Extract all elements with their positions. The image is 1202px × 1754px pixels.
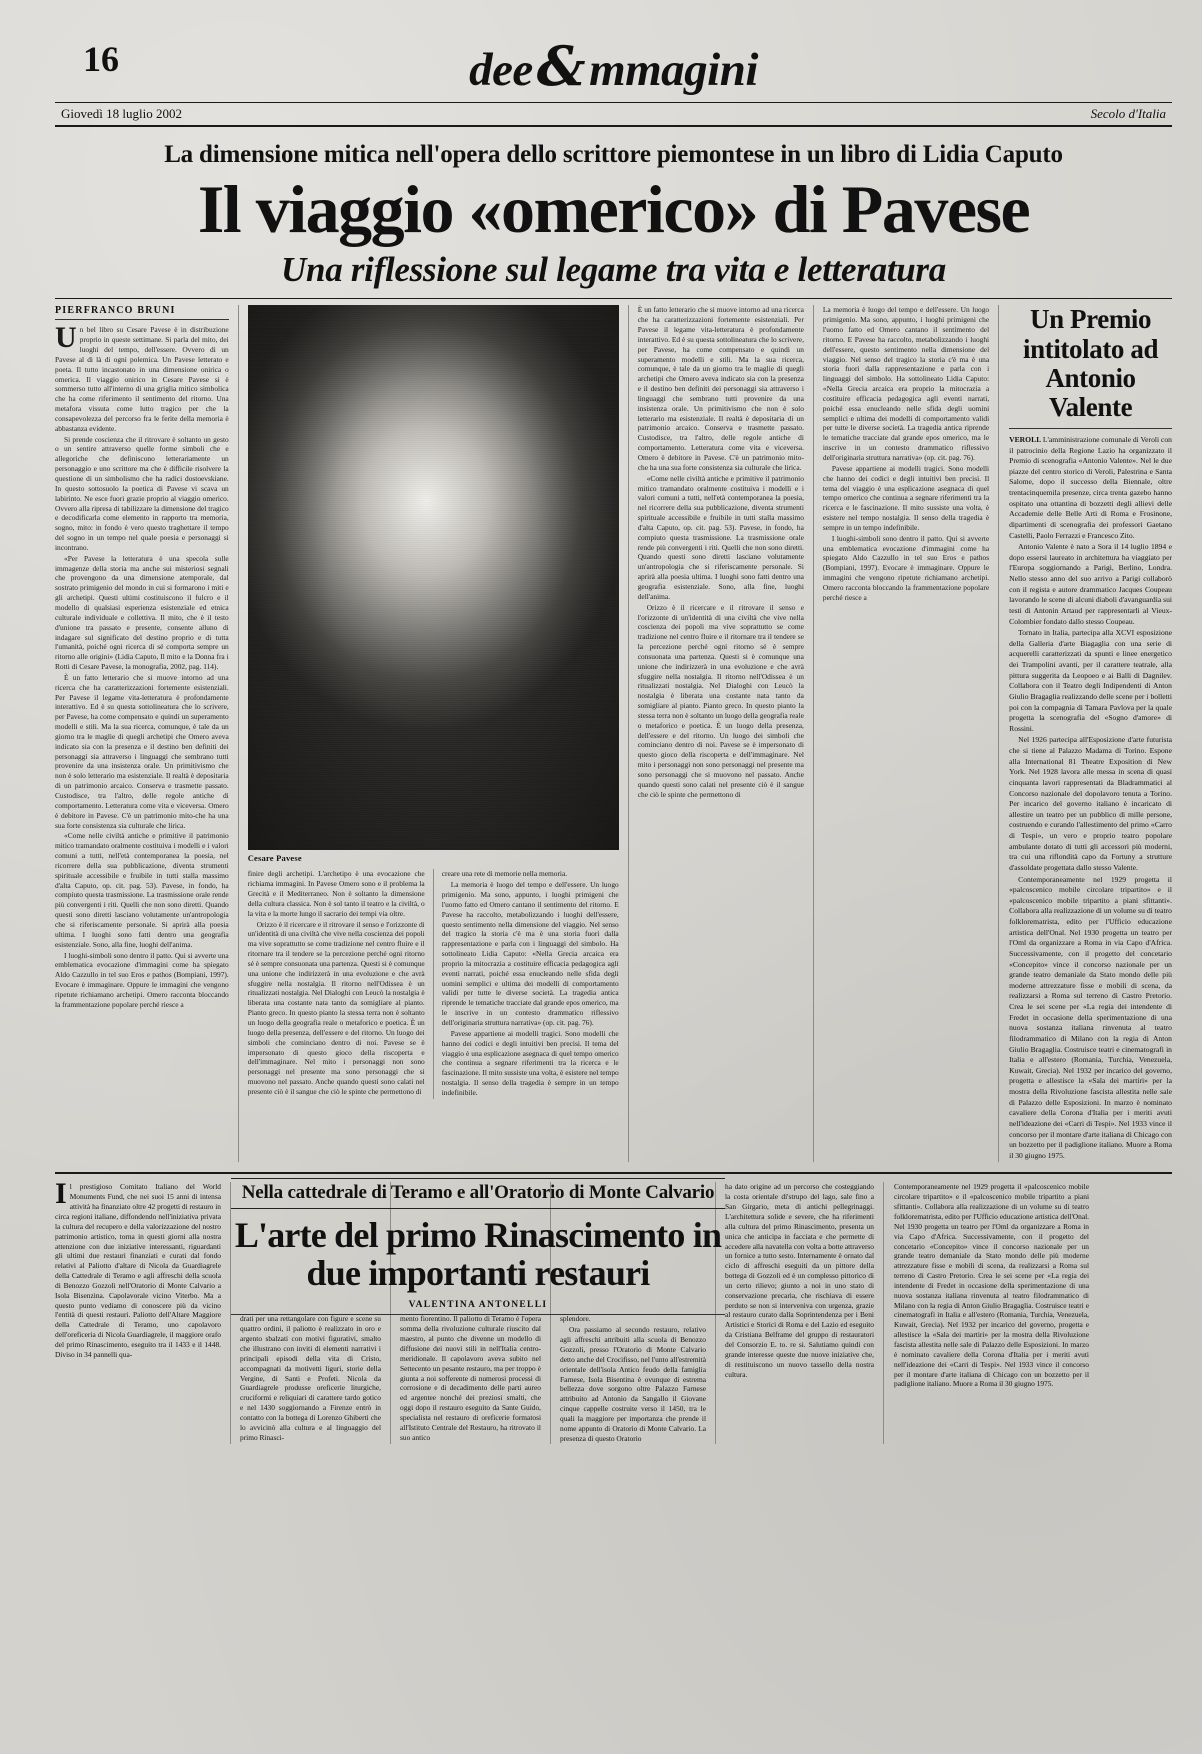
pavese-portrait-photo (248, 305, 619, 850)
section-title (55, 34, 1172, 98)
secondary-kicker: Nella cattedrale di Teramo e all'Oratorio di Monte Calvario (231, 1178, 725, 1209)
section-title-right: mmagini (589, 44, 758, 96)
article-column-2 (248, 869, 434, 1098)
secondary-headline-block (231, 1178, 725, 1315)
section-title-left: dee (469, 44, 533, 96)
article-column-1 (55, 305, 239, 1162)
paragraph: finire degli archetipi. L'archetipo è una evocazione che richiama immagini. In Pavese Omero sono e il problema la Grecità e il Mediterraneo. Non è soltanto la dimensione della cultura classica. Non è sol tanto il teatro e la civiltà, o la vita e la morte lungo il sacrario dei tempi via oltre. (247, 869, 425, 918)
headline-title: Il viaggio «omerico» di Pavese (197, 171, 1030, 247)
page-number: 16 (83, 39, 119, 79)
secondary-article (55, 1172, 1172, 1444)
sidebar-paragraph: Nel 1926 partecipa all'Esposizione d'arte futurista che si tiene al Palazzo Madama di Torino. Espone alla International 81 Theatre Exposition di New York. Nel 1928 lavora alle messa in scena di quasi cinquanta lavori rappresentati da Bladrammatici al Concorso nazionale del dopolavoro tenuta a Torino. Per incarico del governo italiano è incaricato di allestire un teatro per un pubblico di mille persone, costruendo e curando l'allestimento del primo «Carro di Tespi», un vero e proprio teatro popolare ambulante dotato di tutti gli accessori più moderni, tra cui una riflondità capo da Fortuny a strutture d'assoldate progettata dallo stesso Valente. (1009, 735, 1172, 872)
photo-vignette-overlay (248, 305, 619, 850)
paragraph: drati per una rettangolare con figure e scene su quattro ordini, il paliotto è realizzato in oro e argento sbalzati con motivi figurativi, smalto che illustrano con inviti di elementi narrativi i principali episodi della vita di Cristo, accompagnati da motivetti liguri, storie della Vergine, di Santi e Profeti. Nicola da Guardiagrele produsse oreficerie liturgiche, cruciformi e reliquiari di carattere tardo gotico e nel 1430 soggiornando a Firenze entrò in contatto con la bottega di Lorenzo Ghiberti che lo avvicinò alla cultura e al linguaggio del primo Rinasci- (240, 1314, 381, 1442)
headline-kicker: La dimensione mitica nell'opera dello scrittore piemontese in un libro di Lidia Caputo (164, 141, 1063, 168)
sidebar-paragraph: Contemporaneamente nel 1929 progetta il «palcoscenico mobile circolare tripartito» e il «palcoscenico mobile tripartito a piani sfittanti». Collabora alla realizzazione di un volume su di teatro folklorematrista, edito per l'Ufficio educazione artistica dell'Onal. Nel 1930 progetta un teatro per l'Oml da organizzare a Roma in via Capo d'Africa. Successivamente, con il progetto del concetario «Concepito» vince il concorso nazionale per un grande teatro demaniale da Stato mondo delle più moderne attrezzature fisse e mobili di scena, da realizzarsi a Roma sul terreno di Castro Pretorio. Crea le sei scene per «La regia dei intendente di Fredet in occasione della sperimentazione di una nuova sostanza italiana rinvenuta al teatro filodrammatico di Milano con la regia di Anton Giulio Bragaglia. Costruisce teatri e cinematografi in Italia e all'estero (Romania, Turchia, Venezuela, Kuwait, Grecia). Nel 1932 per incarico del governo, progetta e allestisce la «Sala dei martiri» per la mostra della Rivoluzione fascista allestita nelle sale di Palazzo delle Esposizioni. In marzo è nominato cavaliere della Corona d'Italia per i meriti avuti nell'ideazione dei «Carri di Tespi». Nel 1933 vince il concorso per il montare d'arte italiana di Chicago con un bozzetto per il padiglione italiano. Muore a Roma il 30 giugno 1975. (1009, 874, 1172, 1160)
headline-rule (55, 298, 1172, 299)
sidebar-premio (999, 305, 1172, 1162)
paragraph: Il prestigioso Comitato Italiano del World Monuments Fund, che nei suoi 15 anni di intensa attività ha finanziato oltre 42 progetti di restauro in circa regioni italiane, diffondendo nell'iniziativa privata la cultura del recupero e della valorizzazione del nostro patrimonio artistico, torna in questi giorni alla nostra attenzione con due iniziative interessanti, riguardanti gli ultimi due restauri finanziati e curati dal fondo relativi al Paliotto d'altare di Nicola da Guardiagrele della Cattedrale di Teramo e agli affreschi della scuola di Benozzo Gozzoli nell'Oratorio di Monte Calvario a Isola Bisenzina. Capolavorale vicino Viterbo. Ma a questo punto vediamo di conoscere più da vicino l'entità di questi restauri. Paliotto dell'Altare Maggiore della Cattedrale di Teramo, uno capolavoro dell'oreficeria di Nicola Guardiagrele, il maggiore orafo del primo Rinascimento, eseguito tra il 1433 e il 1448. Diviso in 34 pannelli qua- (55, 1177, 221, 1359)
ampersand-glyph: & (536, 34, 586, 98)
article-photo-block (239, 305, 629, 1162)
article-body (55, 305, 1172, 1162)
publication-name: Secolo d'Italia (1090, 106, 1166, 121)
paragraph: È un fatto letterario che si muove intorno ad una ricerca che ha caratterizzazioni fortemente esistenziali. Per Pavese il legame vita-letteratura è profondamente interattivo. Ed è su questa sottolineatura che lo scrivere, per Pavese, ha come compensato e quindi un superamento modelli e stili. Ma la sua ricerca, comunque, è tale da un giorno tra le maglie di quegli archetipi che Omero aveva indicato sia con la presenza e il destino ben definiti dei personaggi sia attraverso i linguaggi che sembrano tutti provenire da una insistenza orale. Un primitivismo che non è solo letterario ma esistenziale. Il realtà è depositaria di un patrimonio arcaico. Conserva e trasmette passato. Custodisce, tra l'altro, delle regole antiche di comportamento. Letteratura come vita e viceversa. Omero è debitore in Pavese. C'è un patrimonio mito-che ha una sua forte consistenza sia culturale che lirica. (637, 305, 804, 472)
sidebar-paragraph-text: L'amministrazione comunale di Veroli con il patrocinio della Regione Lazio ha organizzato il Premio di scenografia «Antonio Valente». Nel le due piazze del centro storico di Veroli, Palestrina e Santa Salome, dopo il successo della Biennale, oltre trentacinquemila presenze, circa trenta gazebo hanno ospitato una ottantina di bozzetti degli allievi delle Accademie delle Belle Arti di Roma e Frosinone, dipartimenti di scenografia dei professori Gaetano Castelli, Paolo Ferrazzi e Francesco Zito. (1009, 434, 1172, 540)
paragraph: mento fiorentino. Il paliotto di Teramo è l'opera somma della rivoluzione culturale riuscito dal maestro, al punto che divenne un modello di diffusione dei nuovi stili in nell'Italia centro-meridionale. Il capolavoro aveva subito nel Settecento un pesante restauro, ma per troppo è giunta a noi sofferente di numerosi processi di corrosione e di decadimento delle parti aureo ed argentee nonché dei preziosi smalti, che oggi dopo il restauro eseguito da Sante Guido, specialista nel restauro di oreficerie formatosi all'Istituto Centrale del Restauro, ha ritrovato il suo antico (400, 1314, 541, 1442)
paragraph: «Come nelle civiltà antiche e primitive il patrimonio mitico tramandato oralmente costituiva i modelli e i valori comuni a tutti, nell'età contemporanea la poesia, nel ricorrere della sua pubblicazione, diventa strumenti spirituale accessibile e fruibile in tutti stalla massimo d'alta Caputo, op. cit. pag. 53). Pavese, in fondo, ha compiuto questa trasmissione. La trasmissione orale rende più convergenti i riti. Quelli che non sono diretti. Quando questi sono diretti lasciano volutamente un'antropologia che si riferiscamente personale. Si aprirà alla poesia ultima. I luoghi sono fatti dentro una geografia esistenziale. Sono, alla fine, luoghi dell'anima. (637, 473, 804, 601)
sidebar-dateline: VEROLI. (1009, 434, 1041, 444)
article-column-4 (629, 305, 814, 1162)
publication-date: Giovedì 18 luglio 2002 (61, 106, 182, 121)
secondary-column-5 (716, 1182, 884, 1444)
masthead (55, 18, 1172, 100)
paragraph: È un fatto letterario che si muove intorno ad una ricerca che ha caratterizzazioni fortemente esistenziali. Per Pavese il legame vita-letteratura è profondamente interattivo. Ed è su questa sottolineatura che lo scrivere, per Pavese, ha come compensato e quindi un superamento modelli e stili. Ma la sua ricerca, comunque, è tale da un giorno tra le maglie di quegli archetipi che Omero aveva indicato sia con la presenza e il destino ben definiti dei personaggi sia attraverso i linguaggi che sembrano tutti provenire da una insistenza orale. Un primitivismo che non è solo letterario ma esistenziale. Il realtà è depositaria di un patrimonio arcaico. Conserva e trasmette passato. Custodisce, tra l'altro, delle regole antiche di comportamento. Letteratura come vita e viceversa. Omero è debitore in Pavese. C'è un patrimonio mito-che ha una sua forte consistenza sia culturale che lirica. (55, 672, 229, 830)
headline-subhead: Una riflessione sul legame tra vita e letteratura (281, 250, 946, 290)
paragraph: «Come nelle civiltà antiche e primitive il patrimonio mitico tramandato oralmente costituiva i modelli e i valori comuni a tutti, nell'età contemporanea la poesia, nel ricorrere della sua pubblicazione, diventa strumenti spirituale accessibile e fruibile in tutti stalla massimo d'alta Caputo, op. cit. pag. 53). Pavese, in fondo, ha compiuto questa trasmissione. La trasmissione orale rende più convergenti i riti. Quelli che non sono diretti. Quando questi sono diretti lasciano volutamente un'antropologia che si riferiscamente personale. Si aprirà alla poesia ultima. I luoghi sono fatti dentro una geografia esistenziale. Sono, alla fine, luoghi dell'anima. (55, 831, 229, 949)
sidebar-paragraph (1009, 435, 1172, 541)
paragraph: Pavese appartiene ai modelli tragici. Sono modelli che hanno dei codici e degli intuitivi ben precisi. Il tema del viaggio è una esplicazione asegnaca di quel tempo omerico che continua a segnare riferimenti tra la ricerca e le fascinazione. Il mito sussiste una volta, è esistere nel tempo nostalgia. Il senso della tragedia è sempre in un tempo indefinibile. (441, 1028, 619, 1097)
paragraph: Pavese appartiene ai modelli tragici. Sono modelli che hanno dei codici e degli intuitivi ben precisi. Il tema del viaggio è una esplicazione asegnaca di quel tempo omerico che continua a segnare riferimenti tra la ricerca e le fascinazione. Il mito sussiste una volta, è esistere nel tempo nostalgia. Il senso della tragedia è sempre in un tempo indefinibile. (822, 463, 990, 532)
paragraph: La memoria è luogo del tempo e dell'essere. Un luogo primigenio. Ma sono, appunto, i luoghi primigeni che l'uomo fatto ed Omero cantano il sentimento del ritorno. E Pavese ha raccolto, metabolizzando i luoghi dell'essere, questo sentimento nella dimensione del viaggio. Nel senso del tragico la storia c'è ma è una storia fuori dalla rappresentazione e parla con i linguaggi del simbolo. Ha sottolineato Lidia Caputo: «Nella Grecia arcaica era proprio la mitocrazia a costituire efficacia pedagogica agli eventi narrati, poiché essa enucleando nelle sfida degli uomini semplici e ultima dei modelli di comportamento validi per tutte le diverse società. La tragedia antica riprende le tematiche tracciate dal grande epos omerico, ma le inscrive in un contesto drammatico riflessivo dell'originaria struttura narrativa» (op. cit. pag. 76). (822, 305, 990, 463)
paragraph: Si prende coscienza che il ritrovare è soltanto un gesto o un sentire attraverso quelle forme simboli che e allegoriche che definiscono letterariamente un personaggio e uno scrittore ma che è difficile risolvere la questione di un simbolismo che ha radici dostoevskiane. In questo sottosuolo la poetica di Pavese vi scava un labirinto. Ne esce fuori grazie proprio al viaggio omerico. Ovvero alla ripresa di tabilizzare la dimensione del tragico e decodificarla come elemento in rapporto tra memoria, sogno, mito: in fondo è vero questo traghettare il tempo del sogno in un tempo nel quale poesia e personaggi si incontrano. (55, 434, 229, 552)
paragraph: «Per Pavese la letteratura è una specola sulle immagenze della storia ma anche sui misteriosi segnali che provengono da una dimensione atemporale, dal sostrato primigenio del mondo in cui si formarono i miti e gli archetipi. Questi ultimi costituiscono il fulcro e il modello di qualsiasi esperienza esistenziale ed etnica culturale individuale e collettiva. Il mito, che è il testo d'unione tra passato e presente, consente alluno di indagare sul significato del destino proprio e di tutta l'umanità, poiché ogni ricerca di sé comporta sempre un ritorno alle origini» (Lidia Caputo, Il mito e la Donna fra i Rotti di Cesare Pavese, la monografia, 2002, pag. 114). (55, 553, 229, 672)
paragraph: Un bel libro su Cesare Pavese è in distribuzione proprio in queste settimane. Si parla del mito, dei luoghi del tempo, dell'essere. Ovvero di un Pavese al di là di ogni polemica. Un Pavese letterato e poeta. Il tutto incastonato in una dimensione onirica o omerica. Il viaggio onirico in Cesare Pavese si è sommerso tutto all'interno di una griglia mitico simbolica che ha come riferimento il sentimento del ritorno. Una metafora vissuta come lutto tragico per che la consapevolezza del percorso fra le ferite della memoria è abbastanza evidente. (55, 321, 229, 433)
secondary-byline: VALENTINA ANTONELLI (231, 1300, 725, 1315)
secondary-column-6 (884, 1182, 1089, 1444)
paragraph: La memoria è luogo del tempo e dell'essere. Un luogo primigenio. Ma sono, appunto, i luoghi primigeni che l'uomo fatto ed Omero cantano il sentimento del ritorno. E Pavese ha raccolto, metabolizzando i luoghi dell'essere, questo sentimento nella dimensione del viaggio. Nel senso del tragico la storia c'è ma è una storia fuori dalla rappresentazione e parla con i linguaggi del simbolo. Ha sottolineato Lidia Caputo: «Nella Grecia arcaica era proprio la mitocrazia a costituire efficacia pedagogica agli eventi narrati, poiché essa enucleando nelle sfida degli uomini semplici e ultima dei modelli di comportamento validi per tutte le diverse società. La tragedia antica riprende le tematiche tracciate dal grande epos omerico, ma le inscrive in un contesto drammatico riflessivo dell'originaria struttura narrativa» (op. cit. pag. 76). (441, 880, 619, 1028)
paragraph: creare una rete di memorie nella memoria. (441, 869, 568, 879)
paragraph: splendore. (560, 1314, 591, 1324)
sidebar-title: Un Premio intitolato ad Antonio Valente (1023, 304, 1159, 422)
sidebar-rule (1009, 428, 1172, 429)
paragraph: Contemporaneamente nel 1929 progetta il «palcoscenico mobile circolare tripartito» e il «palcoscenico mobile tripartito a piani sfittanti». Collabora alla realizzazione di un volume su di teatro folklorematrista, edito per l'Ufficio educazione artistica dell'Onal. Nel 1930 progetta un teatro per l'Oml da organizzare a Roma in via Capo d'Africa. Successivamente, con il progetto del concetario «Concepito» vince il concorso nazionale per un grande teatro demaniale da Stato mondo delle più moderne attrezzature fisse e mobili di scena, da realizzarsi a Roma sul terreno di Castro Pretorio. Crea le sei scene per «La regia dei intendente di Fredet in occasione della sperimentazione di una nuova sostanza italiana rinvenuta al teatro filodrammatico di Milano con la regia di Anton Giulio Bragaglia. Costruisce teatri e cinematografi in Italia e all'estero (Romania, Turchia, Venezuela, Kuwait, Grecia). Nel 1932 per incarico del governo, progetta e allestisce la «Sala dei martiri» per la mostra della Rivoluzione fascista allestita nelle sale di Palazzo delle Esposizioni. In marzo è nominato cavaliere della Corona d'Italia per i meriti avuti nell'ideazione dei «Carri di Tespi». Nel 1933 vince il concorso per il montare d'arte italiana di Chicago con un bozzetto per il padiglione italiano. Muore a Roma il 30 giugno 1975. (894, 1182, 1089, 1389)
paragraph: Orizzo è il ricercare e il ritrovare il senso e l'orizzonte di un'identità di una civiltà che vive nella coscienza dei popoli ma vive soprattutto se come tradizione nel centro fluire e il ritornare tra il tendere se la percezione perché ogni ritorno sé è sempre consuonata una partenza. Questi si è comunque una unione che indirizzerà in una evoluzione e che avrà sfuggire nella nostalgia. Il ritorno nell'Odissea è un ritualizzati nostalgia. Nel Dialoghi con Leucò la nostalgia è liberata una costante nata tanto da somigliare al pianto. Pianto greco. In questo pianto la stessa terra non è soltanto un luogo della geografia reale o metaforico e poetica. È un luogo della presenza, dell'essere e del ritorno. Un luogo dei simboli che cominciano dentro di noi. Pavese se è impersonato di questo gioco della riscoperta e dell'immaginare. Nel mito i personaggi non sono personaggi nel presente ma sono personaggi che si muovono nel passato. Anche quando questi sono calati nel presente ciò è il sangue che ciò le spinte che permettono di (637, 602, 804, 799)
sidebar-paragraph: Tornato in Italia, partecipa alla XCVI esposizione della Galleria d'arte Biagaglia con una serie di acquerelli caratterizzati da spunti e linee energetico dei Trampolini avanti, per il carattere teatrale, alla pittura suggerita da Leopoeo e ai Balli di Dagnilev. Collabora con il Teatro degli Indipendenti di Anton Giulio Bragaglia realizzando delle scene per i bolletti poi con la compagnia di Tamara Pavlova per la quale progetta la scenografia del «Sogno d'amore» di Rossini. (1009, 628, 1172, 733)
sidebar-paragraph: Antonio Valente è nato a Sora il 14 luglio 1894 e dopo essersi laureato in architettura ha viaggiato per l'Europa soggiornando a Parigi, Berlino, Londra. Nello stesso anno del suo arrivo a Parigi collaborò con il regista e autore drammatico Jacques Coupeau lavorando le scene di alcuni diaboli d'avanguardia sui testi di Antonin Artaud per rappresentarli al Vieux-Colombier fondato dallo stesso Coupeau. (1009, 542, 1172, 626)
dateline-row (55, 102, 1172, 127)
article-column-3 (434, 869, 619, 1098)
paragraph: Orizzo è il ricercare e il ritrovare il senso e l'orizzonte di un'identità di una civiltà che vive nella coscienza dei popoli ma vive soprattutto se come tradizione nel centro fluire e il ritornare tra il tendere se la percezione perché ogni ritorno sé è sempre consuonata una partenza. Questi si è comunque una unione che indirizzerà in una evoluzione e che avrà sfuggire nella nostalgia. Il ritorno nell'Odissea è un ritualizzati nostalgia. Nel Dialoghi con Leucò la nostalgia è liberata una costante nata tanto da somigliare al pianto. Pianto greco. In questo pianto la stessa terra non è soltanto un luogo della geografia reale o metaforico e poetica. È un luogo della presenza, dell'essere e del ritorno. Un luogo dei simboli che cominciano dentro di noi. Pavese se è impersonato di questo gioco della riscoperta e dell'immaginare. Nel mito i personaggi non sono personaggi nel presente ma sono personaggi che si muovono nel passato. Anche quando questi sono calati nel presente ciò è il sangue che ciò le spinte che permettono di (247, 919, 425, 1096)
paragraph: I luoghi-simboli sono dentro il patto. Qui si avverte una emblematica evocazione d'immagini come ha spiegato Aldo Cazzullo in tel suo Eros e pathos (Bompiani, 1997). Evocare è immaginare. Oppure le immagini che vengono ripetute richiamano archetipi. Omero racconta bloccando la frammentazione popolare perché riesce a (822, 533, 990, 602)
paragraph: I luoghi-simboli sono dentro il patto. Qui si avverte una emblematica evocazione d'immagini come ha spiegato Aldo Cazzullo in tel suo Eros e pathos (Bompiani, 1997). Evocare è immaginare. Oppure le immagini che vengono ripetute richiamano archetipi. Omero racconta bloccando la frammentazione popolare perché riesce a (55, 950, 229, 1009)
secondary-title: L'arte del primo Rinascimento in due importanti restauri (234, 1215, 722, 1293)
photo-caption: Cesare Pavese (247, 853, 302, 864)
article-column-5 (814, 305, 999, 1162)
article-byline: PIERFRANCO BRUNI (55, 305, 229, 320)
secondary-column-1 (55, 1177, 231, 1444)
paragraph: ha dato origine ad un percorso che costeggiando la costa orientale di'strupo del lago, sale fino a San Girgario, meta di antichi pellegrinaggi. L'architettura solide e severe, che ha riferimenti alla cultura del primo Rinascimento, presenta un unica che anticipa in facciata e che permette di accedere alla navatella con volta a botte attraverso un fornice a tutto sesto. Internamente è ornato dal ciclo di affreschi eseguiti da un pittore della bottega di Gozzoli ed è un complesso pittorico di un certo rilievo; giunto a noi in uno stato di conservazione precaria, che rischiava di essere perduto se non si interveniva con urgenza, grazie al restauro curato dalla Soprintendenza per i Beni Artistici e Storici di Roma e del Lazio ed eseguito da Cristiana Belframe del gruppo di restauratori del Consorzio E. to. re si. Salutiamo quindi con grande interesse queste due nuove iniziative che, di restituiscono un nuovo tassello della nostra cultura. (725, 1182, 874, 1379)
paragraph: Ora passiamo al secondo restauro, relativo agli affreschi attribuiti alla scuola di Benozzo Gozzoli, presso l'Oratorio di Monte Calvario detto anche del Crocifisso, nel l'unto all'estremità orientale dell'isola Antico feudo della famiglia Farnese, Isola Bisentina è ovunque di estrema bellezza dove sorgono oltre Palazzo Farnese attribuito ad Antonio da Sangallo il Giovane cinque cappelle costruite verso il 1450, tra le quali la maggiore per importanza che prende il nome appunto di Oratorio di Monte Calvario. La presenza di questo Oratorio (560, 1325, 706, 1443)
